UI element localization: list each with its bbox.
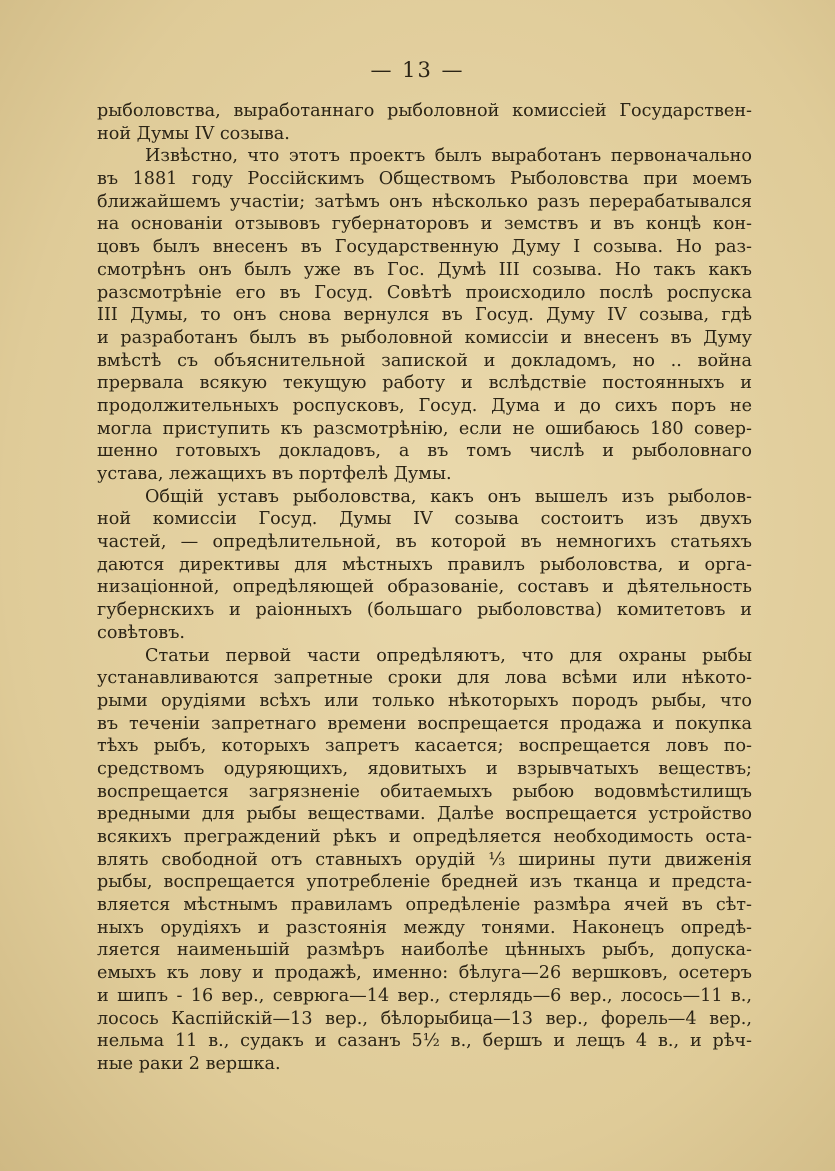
text-line: тѣхъ рыбъ, которыхъ запретъ касается; воспрещается ловъ по- (97, 736, 752, 757)
text-line: даются директивы для мѣстныхъ правилъ рыболовства, и орга- (97, 554, 752, 575)
text-line: шенно готовыхъ докладовъ, а въ томъ числѣ и рыболовнаго (97, 441, 752, 462)
text-line: ной комиссiи Госуд. Думы IV созыва состоитъ изъ двухъ (97, 509, 752, 530)
text-line: и шипъ - 16 вер., севрюга—14 вер., стерлядь—6 вер., лосось—11 в., (97, 985, 752, 1006)
text-line: нельма 11 в., судакъ и сазанъ 5½ в., бершъ и лещъ 4 в., и рѣч- (97, 1031, 752, 1052)
text-line: III Думы, то онъ снова вернулся въ Госуд. Думу IV созыва, гдѣ (97, 305, 752, 326)
page-number: — 13 — (370, 58, 465, 82)
text-line: низацiонной, опредѣляющей образованiе, составъ и дѣятельность (97, 577, 752, 598)
text-line: продолжительныхъ роспусковъ, Госуд. Дума и до сихъ поръ не (97, 395, 752, 416)
text-line: цовъ былъ внесенъ въ Государственную Думу I созыва. Но раз- (97, 237, 752, 258)
text-line: вмѣстѣ съ объяснительной запиской и докладомъ, но .. война (97, 350, 752, 371)
text-line: вредными для рыбы веществами. Далѣе воспрещается устройство (97, 804, 752, 825)
text-line: емыхъ къ лову и продажѣ, именно: бѣлуга—26 вершковъ, осетеръ (97, 963, 752, 984)
text-line: и разработанъ былъ въ рыболовной комиссiи и внесенъ въ Думу (97, 327, 752, 348)
text-line: всякихъ преграждений рѣкъ и опредѣляется необходимость оста- (97, 827, 752, 847)
text-line: рыбы, воспрещается употребленiе бредней изъ тканца и предста- (97, 872, 752, 893)
text-line: влять свободной отъ ставныхъ орудiй ⅓ ширины пути движенiя (97, 849, 752, 870)
text-line: совѣтовъ. (97, 622, 185, 643)
text-line: устава, лежащихъ въ портфелѣ Думы. (97, 464, 452, 484)
text-line: въ 1881 году Россiйскимъ Обществомъ Рыболовства при моемъ (97, 169, 752, 190)
text-line: средствомъ одуряющихъ, ядовитыхъ и взрывчатыхъ веществъ; (97, 758, 752, 779)
text-line: ныхъ орудiяхъ и разстоянiя между тонями. Наконецъ опредѣ- (97, 917, 752, 938)
text-line: рыми орудiями всѣхъ или только нѣкоторыхъ породъ рыбы, что (97, 690, 752, 711)
text-line: лосось Каспiйскiй—13 вер., бѣлорыбица—13 вер., форель—4 вер., (97, 1008, 752, 1029)
text-line: ной Думы IV созыва. (97, 123, 290, 144)
text-line: вляется мѣстнымъ правиламъ опредѣленiе размѣра ячей въ сѣт- (97, 895, 752, 916)
text-line: рыболовства, выработаннаго рыболовной комиссiей Государствен- (97, 101, 752, 121)
text-line: могла приступить къ разсмотрѣнiю, если не ошибаюсь 180 совер- (97, 418, 752, 439)
text-line: смотрѣнъ онъ былъ уже въ Гос. Думѣ III созыва. Но такъ какъ (97, 259, 752, 280)
text-line: частей, — опредѣлительной, въ которой въ немногихъ статьяхъ (97, 532, 752, 553)
text-line: устанавливаются запретные сроки для лова всѣми или нѣкото- (97, 668, 752, 689)
text-line: на основанiи отзывовъ губернаторовъ и земствъ и въ концѣ кон- (97, 214, 752, 235)
text-line: ближайшемъ участiи; затѣмъ онъ нѣсколько разъ перерабатывался (97, 191, 752, 212)
text-line: Статьи первой части опредѣляютъ, что для охраны рыбы (145, 645, 752, 666)
text-line: ляется наименьшiй размѣръ наиболѣе цѣнныхъ рыбъ, допуска- (97, 940, 752, 961)
text-line: воспрещается загрязненiе обитаемыхъ рыбою водовмѣстилищъ (97, 781, 752, 802)
text-line: ные раки 2 вершка. (97, 1053, 281, 1074)
body-text (97, 100, 752, 1076)
text-line: Извѣстно, что этотъ проектъ былъ выработанъ первоначально (145, 146, 752, 167)
text-line: губернскихъ и раiонныхъ (большаго рыболовства) комитетовъ и (97, 600, 752, 621)
text-line: Общiй уставъ рыболовства, какъ онъ вышелъ изъ рыболов- (145, 486, 752, 507)
text-line: разсмотрѣнiе его въ Госуд. Совѣтѣ происходило послѣ роспуска (97, 282, 752, 303)
text-line: прервала всякую текущую работу и вслѣдствiе постоянныхъ и (97, 373, 752, 394)
text-line: въ теченiи запретнаго времени воспрещается продажа и покупка (97, 713, 752, 734)
